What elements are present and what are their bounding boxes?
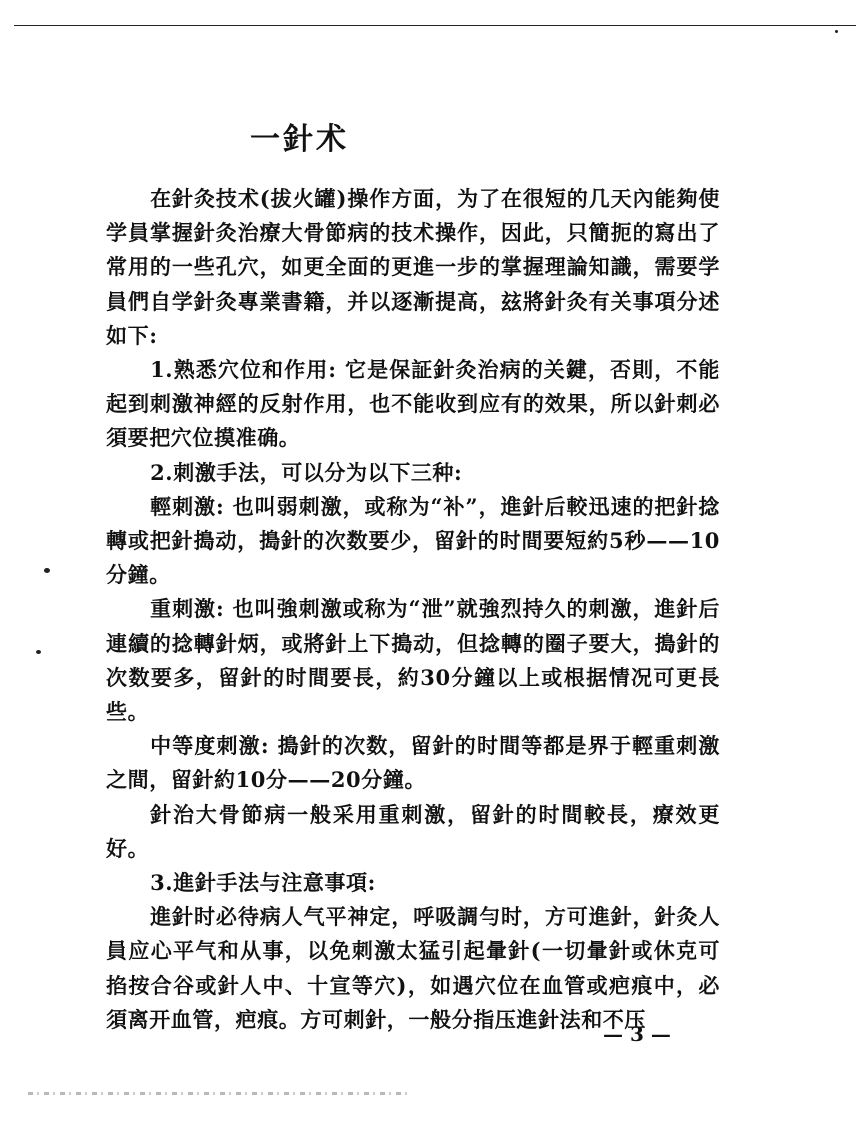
body-text — [106, 182, 720, 1037]
paragraph-needling-precautions: 進針时必待病人气平神定，呼吸調勻时，方可進針，針灸人員应心平气和从事，以免刺激太猛引起暈針(一切暈針或休克可掐按合谷或針人中、十宣等穴)，如遇穴位在血管或疤痕中，必須离开血管，疤痕。方可刺針，一般分指压進針法和不压 — [106, 904, 720, 1032]
top-rule — [14, 25, 856, 26]
scan-speck — [36, 650, 41, 654]
section-title: 一針术 — [250, 122, 349, 157]
paragraph-medium-stimulation: 中等度刺激: 搗針的次数，留針的时間等都是界于輕重刺激之間，留針約10分——20分鐘。 — [106, 733, 720, 793]
page-number: — 3 — — [603, 1022, 671, 1046]
paragraph-needling-heading: 3.進針手法与注意事項: — [150, 870, 376, 896]
paragraph-intro: 在針灸技术(拔火罐)操作方面，为了在很短的几天內能夠使学員掌握針灸治療大骨節病的技术操作，因此，只簡扼的寫出了常用的一些孔穴，如更全面的更進一步的掌握理論知識，需要学員們自学針灸專業書籍，并以逐漸提高，玆將針灸有关事項分述如下: — [106, 186, 720, 348]
paragraph-heavy-stimulation: 重刺激: 也叫強刺激或称为“泄”就強烈持久的刺激，進針后連續的捻轉針炳，或將針上下搗动，但捻轉的圈子要大，搗針的次数要多，留針的时間要長，約30分鐘以上或根据情况可更長些。 — [106, 596, 720, 725]
scan-speck — [835, 30, 838, 33]
paragraph-light-stimulation: 輕刺激: 也叫弱刺激，或称为“补”，進針后較迅速的把針捻轉或把針搗动，搗針的次数要少，留針的时間要短約5秒——10分鐘。 — [106, 493, 720, 588]
paragraph-acupoints: 1.熟悉穴位和作用: 它是保証針灸治病的关鍵，否則，不能起到刺激神經的反射作用，也不能收到应有的效果，所以針刺必須要把穴位摸准确。 — [106, 357, 720, 451]
scan-speck — [44, 568, 50, 573]
scan-noise — [28, 1092, 408, 1095]
paragraph-stimulation-heading: 2.刺激手法，可以分为以下三种: — [150, 459, 463, 485]
paragraph-treatment-note: 針治大骨節病一般采用重刺激，留針的时間較長，療效更好。 — [106, 801, 720, 861]
